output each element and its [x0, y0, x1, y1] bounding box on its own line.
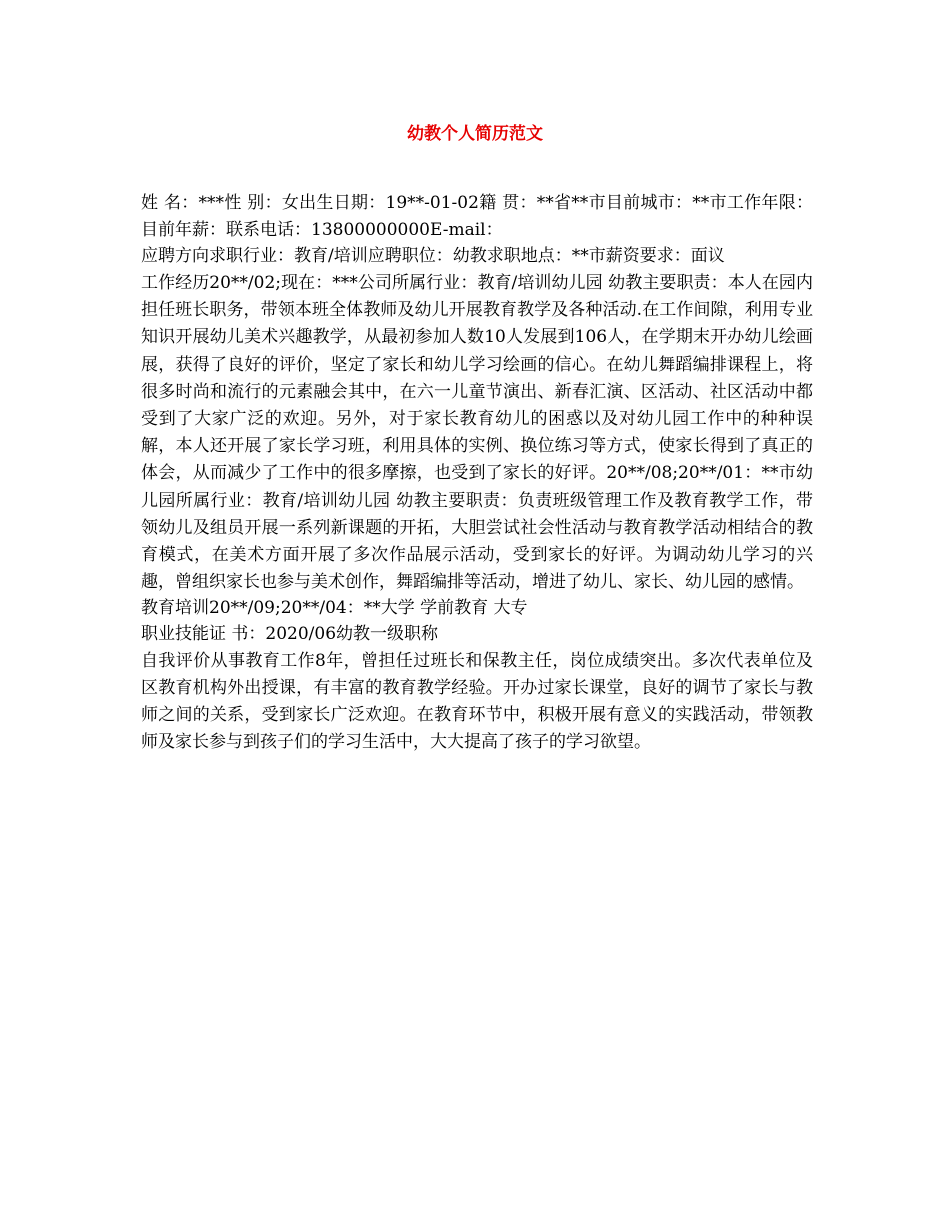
document-body [141, 190, 813, 756]
document-title: 幼教个人简历范文 [407, 124, 543, 144]
self-evaluation-paragraph: 自我评价从事教育工作8年，曾担任过班长和保教主任，岗位成绩突出。多次代表单位及区教育机构外出授课，有丰富的教育教学经验。开办过家长课堂，良好的调节了家长与教师之间的关系，受到家长广泛欢迎。在教育环节中，积极开展有意义的实践活动，带领教师及家长参与到孩子们的学习生活中，大大提高了孩子的学习欲望。 [141, 650, 813, 753]
work-experience-paragraph: 工作经历20**/02;现在：***公司所属行业：教育/培训幼儿园 幼教主要职责：本人在园内担任班长职务，带领本班全体教师及幼儿开展教育教学及各种活动.在工作间隙，利用专业知识开展幼儿美术兴趣教学，从最初参加人数10人发展到106人，在学期末开办幼儿绘画展，获得了良好的评价，坚定了家长和幼儿学习绘画的信心。在幼儿舞蹈编排课程上，将很多时尚和流行的元素融会其中，在六一儿童节演出、新春汇演、区活动、社区活动中都受到了大家广泛的欢迎。另外，对于家长教育幼儿的困惑以及对幼儿园工作中的种种误解，本人还开展了家长学习班，利用具体的实例、换位练习等方式，使家长得到了真正的体会，从而减少了工作中的很多摩擦，也受到了家长的好评。20**/08;20**/01：**市幼儿园所属行业：教育/培训幼儿园 幼教主要职责：负责班级管理工作及教育教学工作，带领幼儿及组员开展一系列新课题的开拓，大胆尝试社会性活动与教育教学活动相结合的教育模式，在美术方面开展了多次作品展示活动，受到家长的好评。为调动幼儿学习的兴趣，曾组织家长也参与美术创作，舞蹈编排等活动，增进了幼儿、家长、幼儿园的感情。 [141, 273, 813, 593]
education-paragraph: 教育培训20**/09;20**/04：**大学 学前教育 大专 [141, 598, 528, 619]
job-intention-paragraph: 应聘方向求职行业：教育/培训应聘职位：幼教求职地点：**市薪资要求：面议 [141, 246, 725, 267]
personal-info-paragraph: 姓 名：***性 别：女出生日期：19**-01-02籍 贯：**省**市目前城市：**市工作年限： 目前年薪：联系电话：13800000000E-mail： [141, 193, 813, 241]
certificate-paragraph: 职业技能证 书：2020/06幼教一级职称 [141, 624, 439, 645]
